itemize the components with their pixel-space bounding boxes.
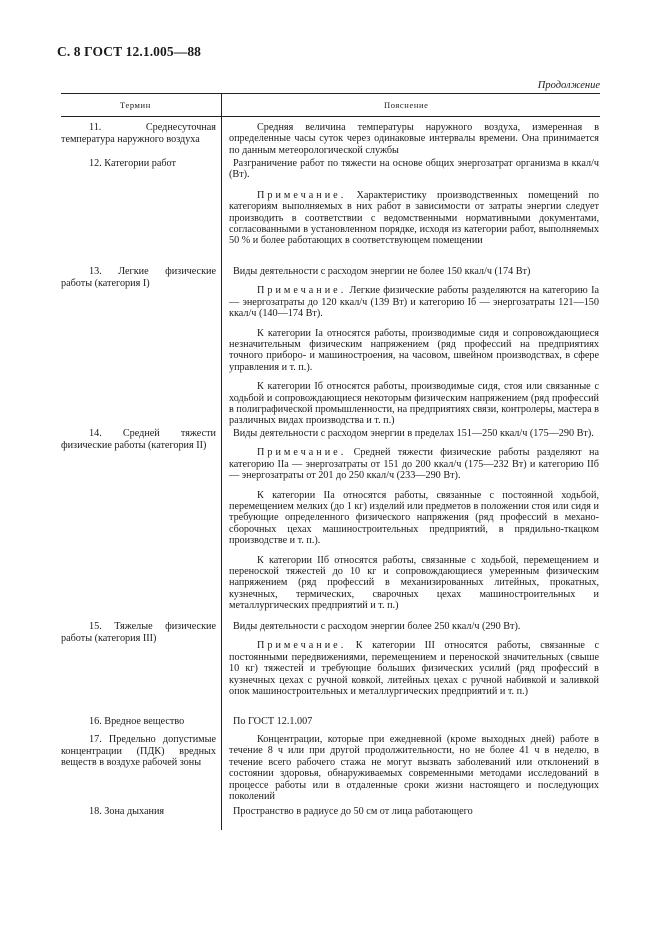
column-header-term: Термин <box>120 100 151 110</box>
column-divider <box>221 93 222 830</box>
term-12: 12. Категории работ <box>89 158 176 169</box>
explanation-11 <box>229 122 599 156</box>
paragraph: Средняя величина температуры наружного воздуха, измеренная в определенные часы суток через одинаковые интервалы времени. Она принимается по данным метеорологической службы <box>229 122 599 156</box>
note-paragraph: Примечание. Легкие физические работы разделяются на категорию Iа — энергозатраты до 120 ккал/ч (139 Вт) и категорию Iб — энергозатраты 121—150 ккал/ч (140—174 Вт). <box>229 285 599 320</box>
term-13: 13. Легкие физические работы (категория I) <box>61 266 216 289</box>
paragraph: Концентрации, которые при ежедневной (кроме выходных дней) работе в течение 8 ч или при другой продолжительности, но не более 41 ч в неделю, в течение всего рабочего стажа не могут вызвать заболеваний или отклонений в состоянии здоровья, обнаруживаемых современными методами исследований в процессе работы или в отдаленные сроки жизни настоящего и последующих поколений <box>229 734 599 803</box>
term-14: 14. Средней тяжести физические работы (категория II) <box>61 428 216 451</box>
page-header: С. 8 ГОСТ 12.1.005—88 <box>57 44 202 59</box>
table-top-rule <box>61 93 600 94</box>
explanation-16 <box>229 716 599 727</box>
term-16: 16. Вредное вещество <box>89 716 185 727</box>
term-18: 18. Зона дыхания <box>89 806 165 817</box>
paragraph: К категории Iа относятся работы, производимые сидя и сопровождающиеся незначительным физическим напряжением (ряд профессий на предприятиях точного приборо- и машиностроения, на часовом, швейном производствах, в сфере управления и т. п.). <box>229 327 599 373</box>
explanation-14 <box>229 428 599 612</box>
column-header-explanation: Пояснение <box>384 100 429 110</box>
note-label: Примечание. <box>257 640 347 652</box>
paragraph: По ГОСТ 12.1.007 <box>233 716 313 727</box>
continuation-label: Продолжение <box>537 80 600 91</box>
note-label: Примечание. <box>257 447 347 459</box>
explanation-15 <box>229 621 599 697</box>
paragraph: Пространство в радиусе до 50 см от лица работающего <box>233 806 473 817</box>
note-label: Примечание. <box>257 285 347 297</box>
paragraph: Виды деятельности с расходом энергии более 250 ккал/ч (290 Вт). <box>233 621 521 632</box>
note-label: Примечание. <box>257 189 347 201</box>
explanation-18 <box>229 806 599 817</box>
paragraph: К категории IIа относятся работы, связанные с постоянной ходьбой, перемещением мелких (до 1 кг) изделий или предметов в положении стоя или сидя и требующие определенного физического напряжения (ряд профессий в механо-сборочных цехах машиностроительных предприятий, в прядильно-ткацком производстве и т. п.). <box>229 489 599 547</box>
explanation-17 <box>229 734 599 802</box>
note-paragraph: Примечание. Средней тяжести физические работы разделяют на категорию IIа — энергозатраты от 151 до 200 ккал/ч (175—232 Вт) и категорию IIб — энергозатраты от 201 до 250 ккал/ч (233—290 Вт). <box>229 447 599 482</box>
explanation-13 <box>229 266 599 427</box>
paragraph: К категории Iб относятся работы, производимые сидя, стоя или связанные с ходьбой и сопровождающиеся некоторым физическим напряжением (ряд профессий в полиграфической промышленности, на предприятиях связи, контролеры, мастера в различных видах производства и т. п.) <box>229 381 599 427</box>
paragraph: Виды деятельности с расходом энергии не более 150 ккал/ч (174 Вт) <box>233 266 531 277</box>
paragraph: Виды деятельности с расходом энергии в пределах 151—250 ккал/ч (175—290 Вт). <box>233 428 594 439</box>
paragraph: К категории IIб относятся работы, связанные с ходьбой, перемещением и переноской тяжестей до 10 кг и сопровождающиеся умеренным физическим напряжением (ряд профессий в механизированных литейных, прокатных, кузнечных, термических, сварочных цехах машиностроительных и металлургических предприятий и т. п.) <box>229 554 599 612</box>
term-11: 11. Среднесуточная температура наружного воздуха <box>61 122 216 145</box>
note-paragraph: Примечание. Характеристику производственных помещений по категориям выполняемых в них работ в зависимости от затраты энергии следует производить в соответствии с ведомственными нормативными документами, согласованными в установленном порядке, исходя из категории работ, выполняемых 50 % и более работающих в соответствующем помещении <box>229 189 599 247</box>
term-15: 15. Тяжелые физические работы (категория III) <box>61 621 216 644</box>
note-paragraph: Примечание. К категории III относятся работы, связанные с постоянными передвижениями, перемещением и переноской значительных (свыше 10 кг) тяжестей и требующие больших физических усилий (ряд профессий в кузнечных цехах с ручной ковкой, литейных цехах с ручной набивкой и заливкой опок машиностроительных и металлургических предприятий и т. п.) <box>229 640 599 698</box>
paragraph: Разграничение работ по тяжести на основе общих энергозатрат организма в ккал/ч (Вт). <box>229 158 599 181</box>
table-header-rule <box>61 116 600 117</box>
explanation-12 <box>229 158 599 247</box>
term-17: 17. Предельно допустимые концентрации (ПДК) вредных веществ в воздухе рабочей зоны <box>61 734 216 769</box>
